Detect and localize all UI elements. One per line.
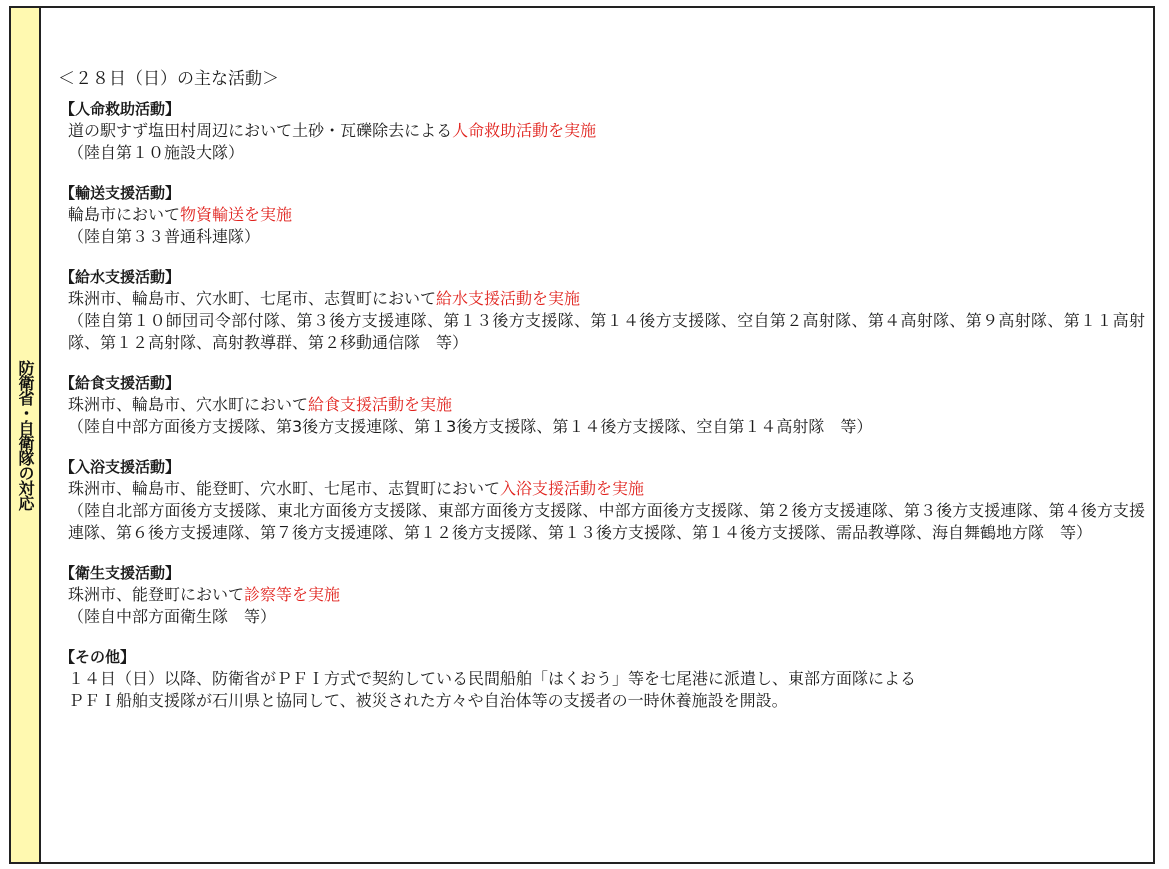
section-units: （陸自第１０師団司令部付隊、第３後方支援連隊、第１３後方支援隊、第１４後方支援隊、空自第２高射隊、第４高射隊、第９高射隊、第１１高射隊、第１２高射隊、高射教導群、第２移動通信隊 等）	[68, 311, 1145, 352]
section-water	[58, 266, 1145, 354]
section-title: 【輸送支援活動】	[60, 184, 181, 202]
section-title: 【その他】	[60, 648, 136, 666]
side-panel	[11, 8, 41, 862]
text-plain: 珠洲市、輪島市、能登町、穴水町、七尾市、志賀町において	[68, 479, 501, 498]
date-heading: ＜２８日（日）の主な活動＞	[58, 69, 279, 89]
text-highlight: 入浴支援活動を実施	[500, 479, 645, 498]
section-text	[68, 478, 1145, 500]
section-units: （陸自中部方面衛生隊 等）	[68, 607, 277, 626]
section-title: 【衛生支援活動】	[60, 564, 181, 582]
text-highlight: 診察等を実施	[244, 585, 341, 604]
text-plain: 珠洲市、輪島市、穴水町、七尾市、志賀町において	[68, 289, 437, 308]
section-units: （陸自北部方面後方支援隊、東北方面後方支援隊、東部方面後方支援隊、中部方面後方支援隊、第２後方支援連隊、第３後方支援連隊、第４後方支援連隊、第６後方支援連隊、第７後方支援連隊、第１２後方支援隊、第１３後方支援隊、第１４後方支援隊、需品教導隊、海自舞鶴地方隊 等）	[68, 501, 1145, 542]
section-rescue	[58, 98, 1145, 164]
section-text	[68, 120, 1145, 142]
section-text	[68, 584, 1145, 606]
section-food	[58, 372, 1145, 438]
text-plain: 珠洲市、輪島市、穴水町において	[68, 395, 309, 414]
section-title: 【人命救助活動】	[60, 100, 181, 118]
section-title: 【給水支援活動】	[60, 268, 181, 286]
section-medical	[58, 562, 1145, 628]
side-label: 防衛省・自衛隊の対応	[16, 360, 35, 510]
text-plain: 珠洲市、能登町において	[68, 585, 245, 604]
text-highlight: 人命救助活動を実施	[452, 121, 597, 140]
other-line-1: １４日（日）以降、防衛省がＰＦＩ方式で契約している民間船舶「はくおう」等を七尾港に派遣し、東部方面隊による	[68, 669, 917, 688]
section-units: （陸自第１０施設大隊）	[68, 143, 245, 162]
text-highlight: 給水支援活動を実施	[436, 289, 581, 308]
section-title: 【給食支援活動】	[60, 374, 181, 392]
document-frame	[9, 6, 1155, 864]
section-text	[68, 394, 1145, 416]
section-title: 【入浴支援活動】	[60, 458, 181, 476]
content-area	[41, 8, 1153, 862]
text-highlight: 給食支援活動を実施	[308, 395, 453, 414]
section-units: （陸自中部方面後方支援隊、第3後方支援連隊、第１3後方支援隊、第１４後方支援隊、空自第１４高射隊 等）	[68, 417, 873, 436]
section-transport	[58, 182, 1145, 248]
section-other	[58, 646, 1145, 712]
text-plain: 輪島市において	[68, 205, 181, 224]
section-units: （陸自第３３普通科連隊）	[68, 227, 261, 246]
text-plain: 道の駅すず塩田村周辺において土砂・瓦礫除去による	[68, 121, 453, 140]
section-text	[68, 204, 1145, 226]
section-text	[68, 288, 1145, 310]
other-line-2: ＰＦＩ船舶支援隊が石川県と協同して、被災された方々や自治体等の支援者の一時休養施設を開設。	[68, 691, 788, 710]
section-bathing	[58, 456, 1145, 544]
text-highlight: 物資輸送を実施	[180, 205, 293, 224]
